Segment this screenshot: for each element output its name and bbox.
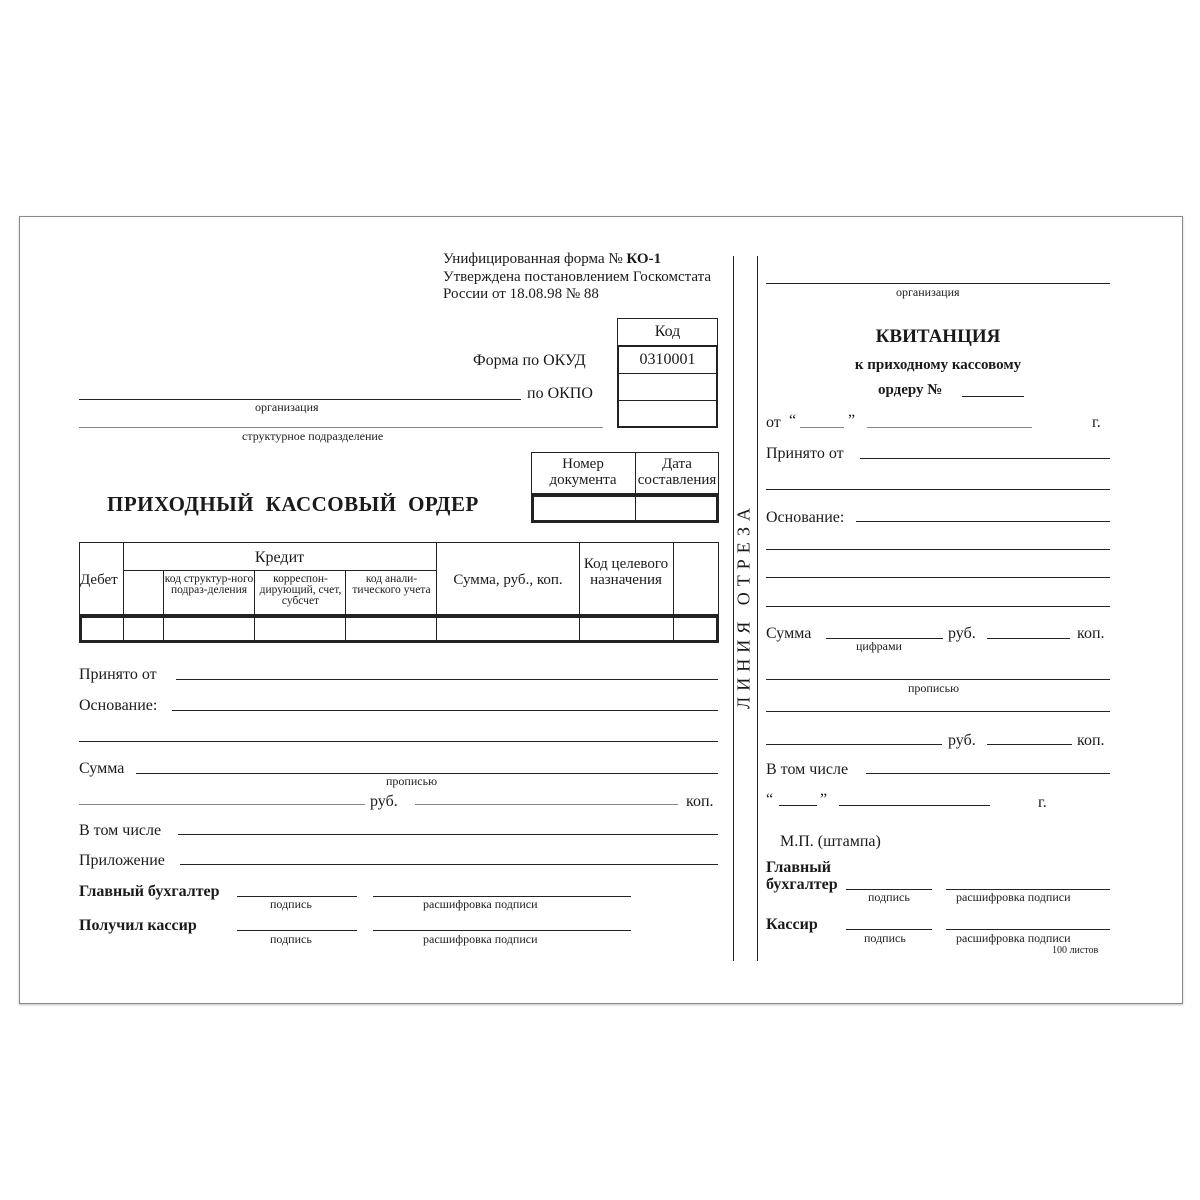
- chief-accountant-label: Главный бухгалтер: [79, 883, 220, 900]
- code-box-divider: [619, 373, 716, 374]
- receipt-received-from-label: Принято от: [766, 445, 844, 462]
- receipt-order-number-line[interactable]: [962, 396, 1024, 397]
- receipt-date-quote-close: ”: [820, 791, 828, 808]
- cut-line-label-box: [734, 480, 754, 730]
- signature-caption: подпись: [270, 897, 312, 911]
- basis-line[interactable]: [172, 710, 718, 711]
- cashier-received-label: Получил кассир: [79, 917, 197, 934]
- including-label: В том числе: [79, 822, 162, 839]
- receipt-amount-label: Сумма: [766, 625, 812, 642]
- receipt-order-number-label: ордеру №: [878, 382, 943, 398]
- code-box-divider: [619, 400, 716, 401]
- including-line[interactable]: [178, 834, 718, 835]
- receipt-subtitle: к приходному кассовому: [854, 357, 1022, 373]
- basis-label: Основание:: [79, 697, 158, 714]
- receipt-basis-line-2[interactable]: [766, 549, 1110, 550]
- receipt-rub-line[interactable]: [766, 744, 942, 745]
- receipt-year-label: г.: [1092, 414, 1101, 431]
- form-code: КО-1: [626, 251, 662, 267]
- receipt-including-line[interactable]: [866, 773, 1110, 774]
- okud-label: Форма по ОКУД: [473, 352, 586, 369]
- unified-form-prefix: Унифицированная форма №: [443, 251, 627, 267]
- signature-decoding-caption: расшифровка подписи: [423, 897, 538, 911]
- receipt-day-line[interactable]: [800, 427, 844, 428]
- in-words-caption: прописью: [386, 774, 438, 788]
- receipt-chief-accountant-label-1: Главный: [766, 859, 831, 876]
- receipt-kop-label: коп.: [1077, 625, 1105, 642]
- document-number-header: Номер документа: [549, 456, 617, 488]
- organization-caption: организация: [255, 400, 319, 414]
- attachment-label: Приложение: [79, 852, 165, 869]
- subdivision-line[interactable]: [79, 427, 603, 428]
- cut-line-right: [757, 256, 758, 961]
- receipt-basis-line[interactable]: [856, 521, 1110, 522]
- receipt-organization-line[interactable]: [766, 283, 1110, 284]
- basis-line-2[interactable]: [79, 741, 718, 742]
- received-from-line[interactable]: [176, 679, 718, 680]
- receipt-quote-close: ”: [848, 412, 856, 429]
- received-from-label: Принято от: [79, 666, 157, 683]
- page-title: ПРИХОДНЫЙ КАССОВЫЙ ОРДЕР: [107, 492, 479, 516]
- receipt-basis-line-4[interactable]: [766, 606, 1110, 607]
- receipt-cashier-decoding-line[interactable]: [946, 929, 1110, 930]
- attachment-line[interactable]: [180, 864, 718, 865]
- approval-line: Утверждена постановлением Госкомстата: [443, 269, 712, 285]
- receipt-amount-words-line[interactable]: [766, 679, 1110, 680]
- receipt-date-year-label: г.: [1038, 794, 1047, 811]
- signature-caption: подпись: [270, 932, 312, 946]
- receipt-title: КВИТАНЦИЯ: [875, 326, 1001, 347]
- credit-analytics-header: код анали-тического учета: [352, 573, 431, 596]
- okud-value[interactable]: 0310001: [639, 351, 696, 368]
- sheet-count-note: 100 листов: [1052, 945, 1099, 956]
- receipt-basis-label: Основание:: [766, 509, 845, 526]
- debit-header: Дебет: [80, 572, 118, 588]
- amount-label: Сумма: [79, 760, 125, 777]
- doc-table-values: [531, 494, 719, 523]
- cashier-decoding-line[interactable]: [373, 930, 631, 931]
- main-table-values-row[interactable]: [79, 615, 719, 643]
- receipt-date-month-line[interactable]: [839, 805, 990, 806]
- credit-account-header: корреспон-дирующий, счет, субсчет: [259, 573, 342, 607]
- receipt-amount-words-line-2[interactable]: [766, 711, 1110, 712]
- unified-form-line: [443, 252, 661, 267]
- receipt-received-from-line[interactable]: [860, 458, 1110, 459]
- rub-label: руб.: [370, 793, 398, 810]
- amount-rub-line[interactable]: [79, 804, 365, 805]
- signature-decoding-caption: расшифровка подписи: [423, 932, 538, 946]
- receipt-from-label: от: [766, 414, 781, 431]
- receipt-rub-label-2: руб.: [948, 732, 976, 749]
- receipt-organization-caption: организация: [896, 285, 960, 299]
- cut-line-label: ЛИНИЯ ОТРЕЗА: [733, 502, 754, 709]
- receipt-in-words-caption: прописью: [908, 681, 960, 695]
- receipt-kop-line-2[interactable]: [987, 744, 1072, 745]
- receipt-quote-open: “: [789, 412, 797, 429]
- document-date-header: Дата составления: [637, 456, 717, 488]
- receipt-month-line[interactable]: [867, 427, 1032, 428]
- receipt-signature-caption: подпись: [868, 890, 910, 904]
- purpose-code-header: Код целевого назначения: [583, 556, 669, 588]
- receipt-in-figures-caption: цифрами: [856, 639, 902, 653]
- receipt-date-day-line[interactable]: [779, 805, 817, 806]
- receipt-including-label: В том числе: [766, 761, 849, 778]
- code-header: Код: [654, 323, 681, 340]
- amount-header: Сумма, руб., коп.: [453, 572, 563, 588]
- receipt-cashier-label: Кассир: [766, 916, 818, 933]
- credit-subdivision-code-header: код структур-ного подраз-деления: [164, 573, 254, 596]
- receipt-signature-decoding-caption: расшифровка подписи: [956, 890, 1071, 904]
- kop-label: коп.: [686, 793, 714, 810]
- subdivision-caption: структурное подразделение: [242, 429, 384, 443]
- receipt-basis-line-3[interactable]: [766, 577, 1110, 578]
- cashier-signature-line[interactable]: [237, 930, 357, 931]
- amount-kop-line[interactable]: [415, 804, 678, 805]
- receipt-rub-label: руб.: [948, 625, 976, 642]
- credit-header: Кредит: [254, 549, 305, 566]
- receipt-chief-accountant-label-2: бухгалтер: [766, 876, 838, 893]
- stamp-place-label: М.П. (штампа): [780, 833, 881, 850]
- approval-date-line: России от 18.08.98 № 88: [443, 286, 599, 302]
- receipt-signature-decoding-caption: расшифровка подписи: [956, 931, 1071, 945]
- receipt-date-quote-open: “: [766, 791, 774, 808]
- credit-divider: [123, 570, 436, 571]
- receipt-cashier-signature-line[interactable]: [846, 929, 932, 930]
- receipt-received-from-line-2[interactable]: [766, 489, 1110, 490]
- receipt-signature-caption: подпись: [864, 931, 906, 945]
- receipt-kop-label-2: коп.: [1077, 732, 1105, 749]
- okpo-label: по ОКПО: [527, 385, 593, 402]
- receipt-kop-line[interactable]: [987, 638, 1070, 639]
